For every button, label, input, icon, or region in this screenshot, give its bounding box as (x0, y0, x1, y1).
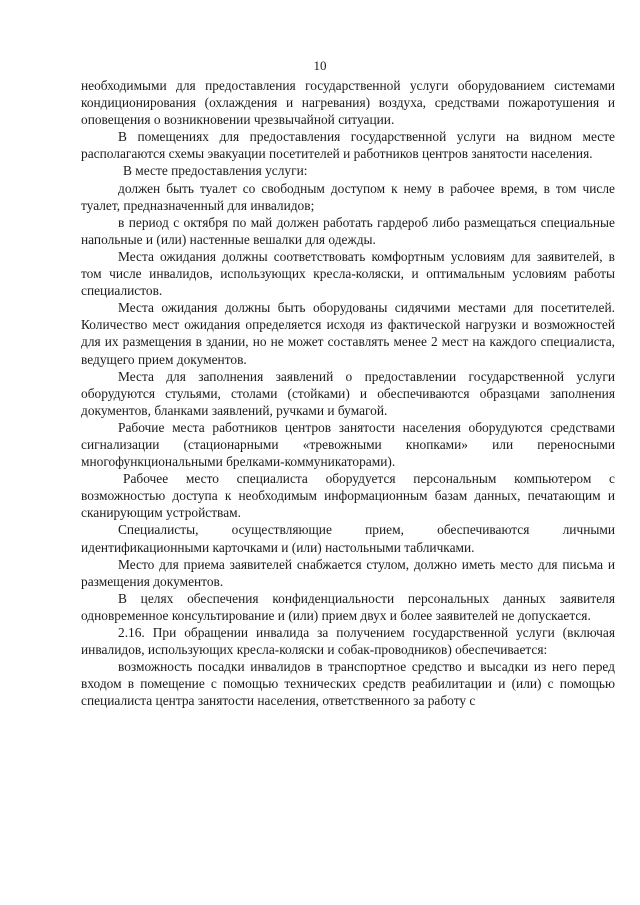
paragraph-evacuation-schemes: В помещениях для предоставления государственной услуги на видном месте располагаются схемы эвакуации посетителей и работников центров занятости населения. (81, 129, 615, 162)
page-number: 10 (313, 58, 327, 73)
paragraph-confidentiality: В целях обеспечения конфиденциальности персональных данных заявителя одновременное консультирование и (или) прием двух и более заявителей не допускается. (81, 590, 615, 623)
paragraph-service-place-intro: В месте предоставления услуги: (123, 163, 308, 179)
paragraph-id-cards: Специалисты, осуществляющие прием, обеспечиваются личными идентификационными карточками и (или) настольными табличками. (81, 522, 615, 555)
paragraph-cloakroom: в период с октября по май должен работать гардероб либо размещаться специальные напольные и (или) настенные вешалки для одежды. (81, 214, 615, 247)
paragraph-alarm-systems: Рабочие места работников центров занятости населения оборудуются средствами сигнализации (стационарными «тревожными кнопками» или переносными многофункциональными брелками-коммуникаторами). (81, 419, 615, 470)
paragraph-reception-place: Место для приема заявителей снабжается стулом, должно иметь место для письма и размещения документов. (81, 556, 615, 589)
paragraph-workstation: Рабочее место специалиста оборудуется персональным компьютером с возможностью доступа к необходимым информационным базам данных, печатающим и сканирующим устройствам. (81, 471, 615, 521)
paragraph-waiting-seats: Места ожидания должны быть оборудованы сидячими местами для посетителей. Количество мест ожидания определяется исходя из фактической нагрузки и возможностей для их размещения в здании, но не может составлять менее 2 мест на каждого специалиста, ведущего прием документов. (81, 300, 615, 367)
paragraph-waiting-comfort: Места ожидания должны соответствовать комфортным условиям для заявителей, в том числе инвалидов, использующих кресла-коляски, и оптимальным условиям работы специалистов. (81, 248, 615, 299)
paragraph-boarding-assistance: возможность посадки инвалидов в транспортное средство и высадки из него перед входом в помещение с помощью технических средств реабилитации и (или) с помощью специалиста центра занятости населения, ответственного за работу с (81, 659, 615, 709)
document-body (81, 77, 615, 709)
paragraph-application-desks: Места для заполнения заявлений о предоставлении государственной услуги оборудуются стульями, столами (стойками) и обеспечиваются образцами заполнения документов, бланками заявлений, ручками и бумагой. (81, 368, 615, 418)
paragraph-toilet: должен быть туалет со свободным доступом к нему в рабочее время, в том числе туалет, предназначенный для инвалидов; (81, 180, 615, 213)
paragraph-equipment-continuation: необходимыми для предоставления государственной услуги оборудованием системами кондиционирования (охлаждения и нагревания) воздуха, средствами пожаротушения и оповещения о возникновении чрезвычайной ситуации. (81, 78, 615, 128)
paragraph-section-2-16: 2.16. При обращении инвалида за получением государственной услуги (включая инвалидов, использующих кресла-коляски и собак-проводников) обеспечивается: (81, 625, 615, 658)
